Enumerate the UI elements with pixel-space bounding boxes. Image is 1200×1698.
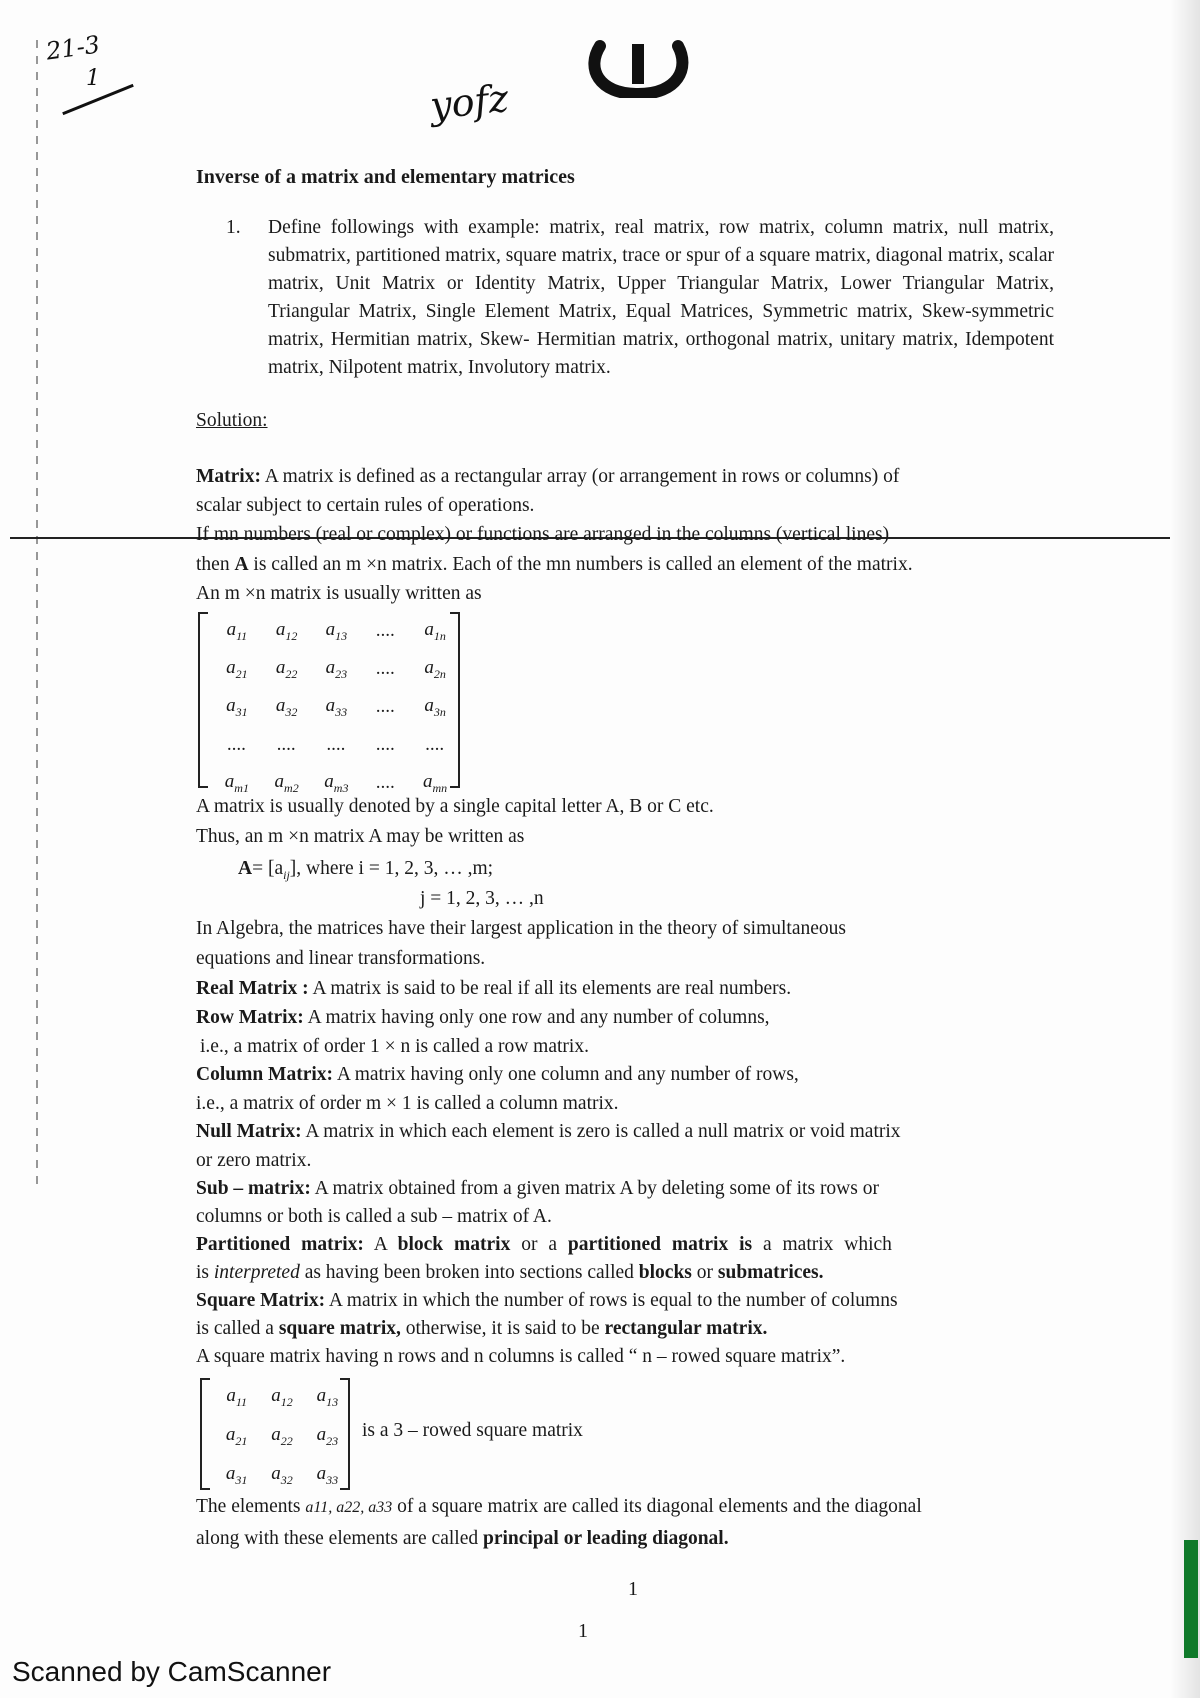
matrix-entry: $a_{32}$ — [275, 694, 298, 719]
partitioned-l2-a: is — [196, 1262, 210, 1283]
matrix-row — [214, 1378, 350, 1417]
matrix-def-then: then — [196, 554, 230, 575]
matrix-entry: $a_{23}$ — [316, 1424, 339, 1448]
notation-line-2: Thus, an m ×n matrix A may be written as — [196, 826, 525, 847]
matrix-entry: .... — [326, 734, 346, 755]
page-number-bottom: 1 — [578, 1620, 588, 1642]
square-matrix-caption: is a 3 – rowed square matrix — [362, 1420, 583, 1441]
square-l2-c: otherwise, it is said to be — [405, 1318, 600, 1339]
question-1 — [226, 214, 1054, 382]
matrix-entry: $a_{13}$ — [325, 618, 348, 643]
matrix-entry: $a_{11}$ — [226, 1385, 247, 1409]
null-matrix-def-2: or zero matrix. — [196, 1150, 312, 1171]
matrix-row — [214, 1456, 350, 1495]
equation-sub: ij — [283, 867, 290, 882]
matrix-entry: $a_{3n}$ — [424, 694, 446, 719]
sub-matrix-def-2: columns or both is called a sub – matrix of A. — [196, 1206, 552, 1227]
diagonal-l1-b: a11, a22, a33 — [305, 1499, 393, 1516]
matrix-entry: .... — [425, 734, 445, 755]
matrix-def-line-2: scalar subject to certain rules of operations. — [196, 495, 535, 516]
partitioned-text-1: A — [373, 1234, 387, 1255]
square-matrix-example — [200, 1378, 350, 1490]
matrix-entry: $a_{mn}$ — [423, 770, 448, 795]
partitioned-matrix-def-2 — [196, 1262, 824, 1284]
algebra-line-2: equations and linear transformations. — [196, 948, 486, 969]
notation-equation-2: j = 1, 2, 3, … ,n — [420, 888, 544, 909]
matrix-entry: $a_{m3}$ — [324, 770, 349, 795]
square-l2-a: is called a — [196, 1318, 274, 1339]
term-row-matrix: Row Matrix: — [196, 1007, 304, 1028]
partitioned-l2-c: as having been broken into sections called — [304, 1262, 634, 1283]
term-partitioned-matrix: Partitioned matrix: — [196, 1234, 364, 1255]
scanner-watermark: Scanned by CamScanner — [12, 1656, 332, 1687]
row-matrix-text: A matrix having only one row and any number of columns, — [307, 1007, 770, 1028]
partitioned-text-4: partitioned matrix is — [567, 1234, 753, 1255]
general-matrix-table — [212, 612, 460, 802]
diagonal-line-2 — [196, 1528, 729, 1550]
null-matrix-text: A matrix in which each element is zero is called a null matrix or void matrix — [305, 1121, 901, 1142]
solution-label: Solution: — [196, 410, 268, 431]
notation-equation — [238, 858, 493, 883]
matrix-row — [214, 1417, 350, 1456]
partitioned-text-2: block matrix — [397, 1234, 511, 1255]
diagonal-l2-a: along with these elements are called — [196, 1528, 479, 1549]
square-matrix-text: A matrix in which the number of rows is equal to the number of columns — [328, 1290, 898, 1311]
matrix-entry: .... — [277, 734, 297, 755]
column-matrix-def-2: i.e., a matrix of order m × 1 is called a column matrix. — [196, 1093, 619, 1114]
matrix-def-A: A — [234, 554, 249, 575]
term-column-matrix: Column Matrix: — [196, 1064, 334, 1085]
matrix-def-line-1 — [196, 466, 899, 488]
partitioned-text-3: or a — [521, 1234, 557, 1255]
matrix-entry: $a_{22}$ — [275, 656, 298, 681]
handwritten-date: 21-3 — [44, 30, 102, 66]
matrix-entry: $a_{1n}$ — [424, 618, 446, 643]
sub-matrix-text: A matrix obtained from a given matrix A by deleting some of its rows or — [314, 1178, 879, 1199]
square-matrix-def — [196, 1290, 898, 1312]
page-title: Inverse of a matrix and elementary matrices — [196, 166, 575, 188]
column-matrix-text: A matrix having only one column and any number of rows, — [336, 1064, 799, 1085]
matrix-entry: .... — [376, 734, 396, 755]
question-text: Define followings with example: matrix, real matrix, row matrix, column matrix, null matrix, submatrix, partitioned matrix, square matrix, trace or spur of a square matrix, diagonal matrix, scalar matrix, Unit Matrix or Identity Matrix, Upper Triangular Matrix, Lower Triangular Matrix, Triangular Matrix, Single Element Matrix, Equal Matrices, Symmetric matrix, Skew-symmetric matrix, Hermitian matrix, Skew- Hermitian matrix, orthogonal matrix, unitary matrix, Idempotent matrix, Nilpotent matrix, Involutory matrix. — [268, 217, 1054, 378]
handwritten-word: yofz — [427, 76, 511, 128]
partitioned-l2-f: submatrices. — [717, 1262, 824, 1283]
column-matrix-def — [196, 1064, 799, 1086]
left-bracket — [200, 1378, 210, 1490]
diagonal-l2-b: principal or leading diagonal. — [482, 1528, 729, 1549]
square-l2-d: rectangular matrix. — [604, 1318, 768, 1339]
matrix-entry: $a_{11}$ — [226, 618, 248, 643]
matrix-entry: $a_{22}$ — [271, 1424, 293, 1448]
term-square-matrix: Square Matrix: — [196, 1290, 326, 1311]
square-matrix-def-3: A square matrix having n rows and n columns is called “ n – rowed square matrix”. — [196, 1346, 846, 1367]
matrix-def-text-1: A matrix is defined as a rectangular array (or arrangement in rows or columns) of — [264, 466, 900, 487]
diagonal-l1-c: of a square matrix are called its diagonal elements and the diagonal — [397, 1496, 922, 1517]
partitioned-l2-d: blocks — [638, 1262, 692, 1283]
real-matrix-text: A matrix is said to be real if all its elements are real numbers. — [312, 978, 792, 999]
matrix-row — [212, 612, 460, 650]
matrix-entry: .... — [227, 734, 247, 755]
question-number: 1. — [226, 217, 241, 238]
matrix-entry: $a_{33}$ — [325, 694, 348, 719]
row-matrix-def — [196, 1007, 770, 1029]
square-l2-b: square matrix, — [278, 1318, 401, 1339]
matrix-entry: .... — [376, 658, 396, 679]
matrix-def-line-5: An m ×n matrix is usually written as — [196, 583, 482, 604]
row-matrix-def-2: i.e., a matrix of order 1 × n is called a row matrix. — [200, 1036, 589, 1057]
page-number-top: 1 — [628, 1578, 638, 1600]
matrix-def-line-3: If mn numbers (real or complex) or functions are arranged in the columns (vertical lines) — [196, 524, 890, 545]
partitioned-l2-e: or — [696, 1262, 714, 1283]
matrix-def-text-4: is called an m ×n matrix. Each of the mn numbers is called an element of the matrix. — [253, 554, 913, 575]
real-matrix-def — [196, 978, 791, 1000]
left-bracket — [198, 612, 208, 788]
matrix-entry: $a_{2n}$ — [424, 656, 446, 681]
diagonal-l1-a: The elements — [196, 1496, 301, 1517]
sub-matrix-def — [196, 1178, 879, 1200]
matrix-row — [212, 726, 460, 764]
matrix-row — [212, 650, 460, 688]
partitioned-l2-b: interpreted — [213, 1262, 300, 1283]
matrix-entry: .... — [376, 772, 396, 793]
matrix-entry: $a_{m2}$ — [274, 770, 299, 795]
matrix-entry: .... — [376, 620, 396, 641]
matrix-entry: $a_{12}$ — [275, 618, 298, 643]
matrix-entry: $a_{32}$ — [271, 1463, 293, 1487]
matrix-entry: $a_{31}$ — [226, 694, 248, 719]
equation-mid: = [a — [252, 858, 284, 879]
matrix-entry: $a_{m1}$ — [224, 770, 249, 795]
matrix-row — [212, 688, 460, 726]
right-bracket — [450, 612, 460, 788]
matrix-entry: $a_{12}$ — [271, 1385, 293, 1409]
matrix-entry: $a_{21}$ — [225, 1424, 248, 1448]
matrix-entry: .... — [376, 696, 396, 717]
term-null-matrix: Null Matrix: — [196, 1121, 302, 1142]
page-edge-shadow — [1170, 0, 1200, 1698]
margin-line — [36, 40, 38, 1190]
partitioned-text-5: a matrix which — [762, 1234, 892, 1255]
term-sub-matrix: Sub – matrix: — [196, 1178, 311, 1199]
matrix-entry: $a_{31}$ — [225, 1463, 248, 1487]
handwritten-seal-mark — [582, 38, 694, 98]
matrix-entry: $a_{33}$ — [316, 1463, 339, 1487]
term-real-matrix: Real Matrix : — [196, 978, 309, 999]
matrix-def-line-4 — [196, 554, 913, 576]
square-matrix-def-2 — [196, 1318, 767, 1340]
green-edge-mark — [1184, 1540, 1198, 1658]
handwritten-number: 1 — [86, 66, 100, 91]
matrix-entry: $a_{13}$ — [316, 1385, 339, 1409]
equation-lhs: A — [238, 858, 253, 879]
matrix-entry: $a_{23}$ — [325, 656, 348, 681]
algebra-line-1: In Algebra, the matrices have their largest application in the theory of simultaneous — [196, 918, 846, 939]
equation-rhs: ], where i = 1, 2, 3, … ,m; — [289, 858, 494, 879]
matrix-entry: $a_{21}$ — [226, 656, 248, 681]
diagonal-line-1 — [196, 1496, 922, 1518]
notation-line-1: A matrix is usually denoted by a single capital letter A, B or C etc. — [196, 796, 714, 817]
square-matrix-table — [214, 1378, 350, 1495]
term-matrix: Matrix: — [196, 466, 261, 487]
general-matrix — [198, 612, 460, 795]
partitioned-matrix-def — [196, 1234, 892, 1256]
null-matrix-def — [196, 1121, 901, 1143]
right-bracket — [340, 1378, 350, 1490]
